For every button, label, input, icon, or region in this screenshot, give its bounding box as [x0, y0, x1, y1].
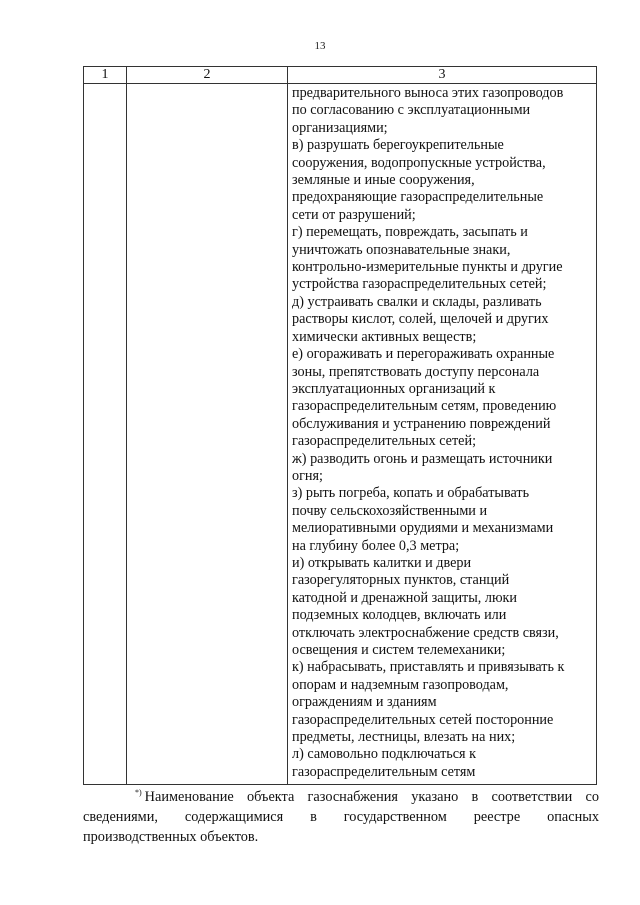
text-line: почву сельскохозяйственными и: [292, 502, 488, 519]
column-header-3: 3: [288, 67, 597, 84]
text-line: подземных колодцев, включать или: [292, 607, 507, 624]
text-line: и) открывать калитки и двери: [292, 554, 472, 571]
text-line: предметы, лестницы, влезать на них;: [292, 729, 516, 746]
text-line: в) разрушать берегоукрепительные: [292, 137, 504, 154]
column-header-1: 1: [84, 67, 127, 84]
text-line: устройства газораспределительных сетей;: [292, 276, 547, 293]
footnote-text: Наименование объекта газоснабжения указано в соответствии со: [144, 788, 599, 805]
text-line: к) набрасывать, приставлять и привязывать к: [292, 659, 565, 676]
text-line: сети от разрушений;: [292, 206, 416, 223]
text-line: эксплуатационных организаций к: [292, 380, 496, 397]
footnote-line: [95, 783, 599, 807]
text-line: контрольно-измерительные пункты и другие: [292, 259, 563, 276]
page-number: 13: [314, 40, 326, 52]
cell-col3: [288, 84, 597, 785]
text-line: газораспределительных сетей посторонние: [292, 711, 554, 728]
table-header-row: [84, 67, 597, 84]
table-row: [84, 84, 597, 785]
column-header-2: 2: [127, 67, 288, 84]
text-line: мелиоративными орудиями и механизмами: [292, 520, 554, 537]
text-line: химически активных веществ;: [292, 328, 477, 345]
text-line: газораспределительным сетям: [292, 763, 476, 780]
text-line: сооружения, водопропускные устройства,: [292, 154, 546, 171]
footnote: [83, 783, 599, 847]
text-line: опорам и надземным газопроводам,: [292, 676, 509, 693]
restrictions-text: [288, 84, 596, 784]
text-line: предварительного выноса этих газопроводов: [292, 85, 564, 101]
text-line: на глубину более 0,3 метра;: [292, 537, 460, 554]
text-line: огня;: [292, 467, 323, 484]
text-line: катодной и дренажной защиты, люки: [292, 589, 518, 606]
text-line: ограждениям и зданиям: [292, 694, 437, 711]
text-line: организациями;: [292, 119, 388, 136]
text-line: газораспределительным сетям, проведению: [292, 398, 557, 415]
text-line: обслуживания и устранению повреждений: [292, 415, 551, 432]
text-line: предохраняющие газораспределительные: [292, 189, 544, 206]
text-line: д) устраивать свалки и склады, разливать: [292, 293, 542, 310]
cell-col2: [127, 84, 288, 785]
text-line: ж) разводить огонь и размещать источники: [292, 450, 553, 467]
footnote-line: производственных объектов.: [83, 828, 259, 845]
text-line: отключать электроснабжение средств связи,: [292, 624, 559, 641]
requirements-table: [83, 66, 597, 785]
cell-col1: [84, 84, 127, 785]
text-line: е) огораживать и перегораживать охранные: [292, 346, 555, 363]
text-line: освещения и систем телемеханики;: [292, 642, 506, 658]
footnote-line: сведениями, содержащимися в государственном реестре опасных: [83, 808, 599, 825]
text-line: земляные и иные сооружения,: [292, 172, 475, 189]
text-line: растворы кислот, солей, щелочей и других: [292, 311, 549, 328]
text-line: газораспределительных сетей;: [292, 433, 477, 450]
text-line: з) рыть погреба, копать и обрабатывать: [292, 485, 530, 502]
text-line: по согласованию с эксплуатационными: [292, 102, 531, 119]
footnote-marker: *): [135, 788, 142, 797]
text-line: зоны, препятствовать доступу персонала: [292, 363, 540, 380]
text-line: л) самовольно подключаться к: [292, 746, 477, 763]
text-line: г) перемещать, повреждать, засыпать и: [292, 224, 528, 241]
text-line: газорегуляторных пунктов, станций: [292, 572, 510, 589]
text-line: уничтожать опознавательные знаки,: [292, 241, 511, 258]
